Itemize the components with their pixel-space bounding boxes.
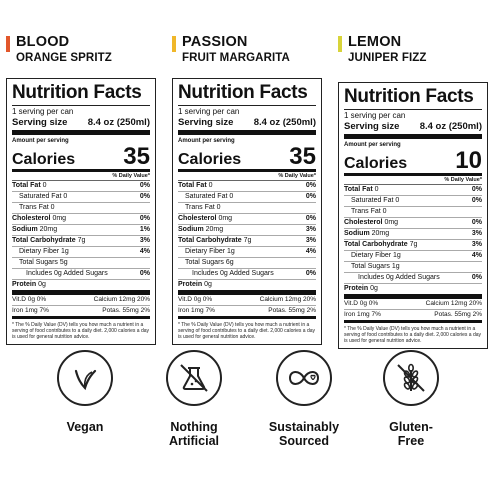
nutrient-row xyxy=(178,236,316,247)
flavor-accent-bar xyxy=(172,36,176,52)
nutrient-daily-value: 0% xyxy=(471,197,482,204)
nutrient-label xyxy=(178,280,212,290)
daily-value-header: % Daily Value* xyxy=(178,172,316,181)
nutrient-amount: 7g xyxy=(407,241,418,248)
nutrition-label xyxy=(338,82,488,349)
nutrient-daily-value: 0% xyxy=(139,270,150,277)
serving-size-value: 8.4 oz (250ml) xyxy=(253,117,316,128)
calories-label: Calories xyxy=(12,151,76,168)
nutrient-amount: Includes 0g Added Sugars xyxy=(26,270,108,277)
flavor-line-2: JUNIPER FIZZ xyxy=(348,52,427,64)
nutrient-row xyxy=(12,192,150,203)
nutrient-amount: Saturated Fat 0 xyxy=(351,197,400,204)
nutrient-amount: 0 xyxy=(206,182,213,189)
nutrient-label xyxy=(358,273,440,283)
flavor-accent-bar xyxy=(338,36,342,52)
nutrient-row xyxy=(178,203,316,214)
nutrient-label xyxy=(185,258,234,268)
nutrient-amount: Total Sugars 6g xyxy=(185,259,234,266)
nutrient-name: Protein xyxy=(344,285,369,292)
vitamin-right: Calcium 12mg 20% xyxy=(93,296,150,303)
nutrient-daily-value: 0% xyxy=(471,186,482,193)
nutrient-label xyxy=(19,258,68,268)
nutrition-facts-title: Nutrition Facts xyxy=(12,82,150,106)
nutrient-amount: 20mg xyxy=(203,226,224,233)
nutrient-daily-value: 3% xyxy=(471,230,482,237)
label-column-lemon-juniper xyxy=(338,34,498,344)
amount-per-serving: Amount per serving xyxy=(178,138,235,144)
nutrient-daily-value: 3% xyxy=(471,241,482,248)
nutrient-daily-value: 0% xyxy=(305,193,316,200)
nutrient-amount: Dietary Fiber 1g xyxy=(351,252,401,259)
nutrient-name: Total Fat xyxy=(344,186,373,193)
nutrient-label xyxy=(351,262,400,272)
flavor-line-1: PASSION xyxy=(182,34,248,50)
nutrient-daily-value: 0% xyxy=(139,193,150,200)
nutrient-amount: 0 xyxy=(372,186,379,193)
nutrient-daily-value: 1% xyxy=(139,226,150,233)
nutrient-amount: 20mg xyxy=(37,226,58,233)
vitamin-row xyxy=(178,306,316,319)
nutrient-row xyxy=(178,247,316,258)
vitamin-left: Vit.D 0g 0% xyxy=(12,296,47,303)
feature-nothing-artificial xyxy=(139,350,249,448)
nutrient-name: Total Fat xyxy=(12,182,41,189)
calories-row xyxy=(178,145,316,172)
nutrient-row xyxy=(178,181,316,192)
amount-per-serving: Amount per serving xyxy=(12,138,69,144)
feature-label xyxy=(356,420,466,448)
vitamin-right: Calcium 12mg 20% xyxy=(259,296,316,303)
nutrient-daily-value: 4% xyxy=(305,248,316,255)
nutrition-label xyxy=(6,78,156,345)
nutrient-amount: Includes 0g Added Sugars xyxy=(358,274,440,281)
nutrient-amount: Dietary Fiber 1g xyxy=(185,248,235,255)
nutrient-daily-value: 3% xyxy=(139,237,150,244)
nutrient-row xyxy=(12,258,150,269)
nutrient-row xyxy=(12,203,150,214)
label-column-passion-fruit xyxy=(172,34,332,340)
nutrient-row xyxy=(178,269,316,280)
serving-size-row xyxy=(12,117,150,135)
flavor-line-2: FRUIT MARGARITA xyxy=(182,52,290,64)
vitamin-row xyxy=(12,306,150,319)
nutrient-amount: 0mg xyxy=(50,215,67,222)
vitamin-right: Potas. 55mg 2% xyxy=(102,307,150,314)
daily-value-footnote: * The % Daily Value (DV) tells you how much a nutrient in a serving of food contributes to a daily diet. 2,000 calories a day is used for general nutrition advice. xyxy=(178,322,316,340)
servings-per-container: 1 serving per can xyxy=(344,111,406,120)
calories-row xyxy=(344,149,482,176)
nutrient-amount: Total Sugars 5g xyxy=(19,259,68,266)
leaf-icon xyxy=(57,350,113,406)
nutrient-label xyxy=(351,196,399,206)
nutrient-name: Cholesterol xyxy=(178,215,217,222)
nutrient-daily-value: 4% xyxy=(471,252,482,259)
feature-label-line: Sourced xyxy=(278,434,329,448)
nutrient-name: Sodium xyxy=(344,230,370,237)
nutrient-amount: Trans Fat 0 xyxy=(19,204,55,211)
label-column-blood-orange xyxy=(6,34,166,340)
serving-size-label: Serving size xyxy=(12,117,68,128)
feature-gluten-free xyxy=(356,350,466,448)
nutrient-label xyxy=(185,247,235,257)
nutrient-label xyxy=(344,229,389,239)
feature-label-line: Free xyxy=(397,434,425,448)
nutrient-daily-value: 0% xyxy=(139,215,150,222)
vitamin-row xyxy=(12,295,150,306)
vitamin-row xyxy=(178,295,316,306)
nutrient-name: Cholesterol xyxy=(344,219,383,226)
calories-value: 35 xyxy=(123,143,150,170)
daily-value-header: % Daily Value* xyxy=(12,172,150,181)
nutrient-label xyxy=(19,203,55,213)
wheat-crossed-icon xyxy=(383,350,439,406)
nutrient-label xyxy=(192,269,274,279)
nutrient-amount: 7g xyxy=(241,237,252,244)
feature-label-line: Gluten- xyxy=(389,420,433,434)
nutrient-daily-value: 0% xyxy=(139,182,150,189)
nutrient-amount: 0mg xyxy=(382,219,399,226)
nutrient-row xyxy=(344,196,482,207)
nutrient-row xyxy=(344,262,482,273)
nutrition-facts-title: Nutrition Facts xyxy=(344,86,482,110)
nutrient-row xyxy=(344,273,482,284)
nutrient-label xyxy=(19,192,67,202)
nutrient-row xyxy=(178,225,316,236)
flavor-line-2: ORANGE SPRITZ xyxy=(16,52,112,64)
nutrient-daily-value: 3% xyxy=(305,237,316,244)
nutrition-facts-title: Nutrition Facts xyxy=(178,82,316,106)
feature-label-line: Artificial xyxy=(168,434,219,448)
flavor-accent-bar xyxy=(6,36,10,52)
flavor-name xyxy=(338,34,498,74)
nutrient-row xyxy=(178,214,316,225)
nutrient-label xyxy=(185,192,233,202)
flavor-name xyxy=(172,34,332,74)
nutrient-name: Total Carbohydrate xyxy=(12,237,76,244)
feature-label xyxy=(30,420,140,434)
nutrient-amount: 0g xyxy=(368,285,378,292)
vitamin-right: Potas. 55mg 2% xyxy=(434,311,482,318)
feature-label xyxy=(139,420,249,448)
nutrient-amount: Includes 0g Added Sugars xyxy=(192,270,274,277)
nutrient-amount: 0mg xyxy=(216,215,233,222)
nutrient-label xyxy=(185,203,221,213)
nutrient-label xyxy=(12,181,47,191)
vitamin-left: Iron 1mg 7% xyxy=(344,311,381,318)
nutrient-daily-value: 4% xyxy=(139,248,150,255)
nutrition-label xyxy=(172,78,322,345)
nutrient-row xyxy=(344,240,482,251)
nutrient-amount: 0g xyxy=(36,281,46,288)
daily-value-footnote: * The % Daily Value (DV) tells you how much a nutrient in a serving of food contributes to a daily diet. 2,000 calories a day is used for general nutrition advice. xyxy=(12,322,150,340)
nutrient-row xyxy=(344,207,482,218)
nutrient-name: Sodium xyxy=(178,226,204,233)
nutrient-label xyxy=(12,225,57,235)
nutrient-name: Protein xyxy=(12,281,37,288)
vitamin-left: Vit.D 0g 0% xyxy=(344,300,379,307)
nutrient-label xyxy=(178,225,223,235)
nutrient-amount: Dietary Fiber 1g xyxy=(19,248,69,255)
serving-size-label: Serving size xyxy=(178,117,234,128)
nutrient-daily-value: 0% xyxy=(471,219,482,226)
servings-per-container: 1 serving per can xyxy=(12,107,74,116)
vitamin-right: Potas. 55mg 2% xyxy=(268,307,316,314)
nutrient-label xyxy=(344,284,378,294)
servings-per-container: 1 serving per can xyxy=(178,107,240,116)
calories-label: Calories xyxy=(344,155,408,172)
vitamin-left: Vit.D 0g 0% xyxy=(178,296,213,303)
nutrient-label xyxy=(344,185,379,195)
nutrient-amount: Trans Fat 0 xyxy=(185,204,221,211)
nutrient-amount: Saturated Fat 0 xyxy=(185,193,234,200)
nutrient-label xyxy=(344,218,398,228)
nutrient-daily-value: 0% xyxy=(305,182,316,189)
nutrient-label xyxy=(12,280,46,290)
nutrient-label xyxy=(178,214,232,224)
feature-sustainably-sourced xyxy=(249,350,359,448)
nutrient-amount: Saturated Fat 0 xyxy=(19,193,68,200)
nutrient-row xyxy=(344,251,482,262)
nutrient-row xyxy=(178,258,316,269)
nutrient-row xyxy=(344,284,482,299)
feature-label xyxy=(249,420,359,448)
nutrient-row xyxy=(12,214,150,225)
nutrient-amount: Trans Fat 0 xyxy=(351,208,387,215)
vitamin-left: Iron 1mg 7% xyxy=(178,307,215,314)
nutrient-name: Total Carbohydrate xyxy=(344,241,408,248)
nutrient-name: Total Carbohydrate xyxy=(178,237,242,244)
flavor-line-1: BLOOD xyxy=(16,34,70,50)
nutrient-row xyxy=(178,192,316,203)
daily-value-header: % Daily Value* xyxy=(344,176,482,185)
nutrient-amount: 7g xyxy=(75,237,86,244)
feature-label-line: Vegan xyxy=(66,420,104,434)
heart-loop-icon xyxy=(276,350,332,406)
nutrient-row xyxy=(344,218,482,229)
nutrient-row xyxy=(344,229,482,240)
nutrient-daily-value: 3% xyxy=(305,226,316,233)
amount-per-serving: Amount per serving xyxy=(344,142,401,148)
serving-size-row xyxy=(344,121,482,139)
feature-vegan xyxy=(30,350,140,434)
nutrient-daily-value: 0% xyxy=(305,215,316,222)
nutrient-row xyxy=(12,236,150,247)
nutrient-row xyxy=(344,185,482,196)
nutrient-daily-value: 0% xyxy=(471,274,482,281)
nutrient-row xyxy=(12,225,150,236)
nutrient-daily-value: 0% xyxy=(305,270,316,277)
nutrient-label xyxy=(12,214,66,224)
serving-size-value: 8.4 oz (250ml) xyxy=(419,121,482,132)
nutrient-row xyxy=(178,280,316,295)
nutrient-name: Cholesterol xyxy=(12,215,51,222)
nutrient-name: Protein xyxy=(178,281,203,288)
nutrient-label xyxy=(178,236,251,246)
flask-icon xyxy=(166,350,222,406)
serving-size-label: Serving size xyxy=(344,121,400,132)
nutrient-label xyxy=(351,207,387,217)
nutrient-amount: 20mg xyxy=(369,230,390,237)
serving-size-value: 8.4 oz (250ml) xyxy=(87,117,150,128)
nutrient-row xyxy=(12,280,150,295)
calories-value: 35 xyxy=(289,143,316,170)
nutrient-label xyxy=(344,240,417,250)
vitamin-row xyxy=(344,299,482,310)
calories-value: 10 xyxy=(455,147,482,174)
nutrient-label xyxy=(19,247,69,257)
nutrient-row xyxy=(12,269,150,280)
feature-label-line: Sustainably xyxy=(268,420,340,434)
nutrient-label xyxy=(12,236,85,246)
nutrient-row xyxy=(12,247,150,258)
nutrient-amount: 0 xyxy=(40,182,47,189)
vitamin-row xyxy=(344,310,482,323)
nutrient-label xyxy=(351,251,401,261)
nutrient-amount: Total Sugars 1g xyxy=(351,263,400,270)
vitamin-right: Calcium 12mg 20% xyxy=(425,300,482,307)
nutrient-label xyxy=(178,181,213,191)
daily-value-footnote: * The % Daily Value (DV) tells you how much a nutrient in a serving of food contributes to a daily diet. 2,000 calories a day is used for general nutrition advice. xyxy=(344,326,482,344)
nutrient-amount: 0g xyxy=(202,281,212,288)
calories-label: Calories xyxy=(178,151,242,168)
feature-label-line: Nothing xyxy=(170,420,218,434)
nutrient-label xyxy=(26,269,108,279)
flavor-name xyxy=(6,34,166,74)
nutrient-row xyxy=(12,181,150,192)
nutrient-name: Sodium xyxy=(12,226,38,233)
nutrient-name: Total Fat xyxy=(178,182,207,189)
serving-size-row xyxy=(178,117,316,135)
vitamin-left: Iron 1mg 7% xyxy=(12,307,49,314)
flavor-line-1: LEMON xyxy=(348,34,402,50)
calories-row xyxy=(12,145,150,172)
